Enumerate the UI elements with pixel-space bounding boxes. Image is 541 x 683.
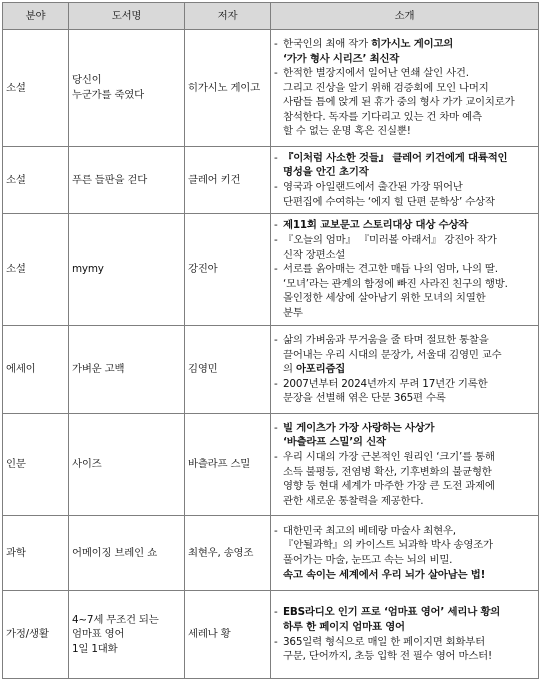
description-text: 풀어가는 마술, 눈뜨고 속는 뇌의 비밀.: [283, 554, 453, 566]
title-line: 어메이징 브레인 쇼: [72, 546, 157, 559]
title-line: 엄마표 영어: [72, 628, 125, 641]
title-line: 누군가를 죽였다: [72, 89, 144, 101]
description-text: 한적한 별장지에서 일어난 연쇄 살인 사건.: [283, 67, 469, 80]
description-text: 2007년부터 2024년까지 무려 17년간 기록한: [283, 377, 488, 390]
description-text: 분투: [283, 306, 303, 319]
description-text-bold: 명성을 안긴 초기작: [283, 166, 369, 179]
category-cell: 에세이: [3, 326, 69, 414]
header-category: 분야: [3, 3, 69, 30]
bullet-marker: -: [274, 421, 278, 434]
table-row: [3, 326, 539, 414]
description-text: 관한 새로운 통찰력을 제공한다.: [283, 494, 424, 507]
bullet-marker: -: [274, 450, 278, 463]
header-description: 소개: [271, 3, 539, 30]
header-author: 저자: [185, 3, 271, 30]
description-line: [274, 605, 535, 620]
description-text: 구문, 단어까지, 초등 입학 전 필수 영어 마스터!: [283, 650, 492, 663]
title-cell: [69, 516, 185, 591]
description-line: [274, 233, 535, 248]
bullet-marker: -: [274, 524, 278, 537]
description-text-bold: ‘바츨라프 스밀’의 신작: [283, 436, 386, 449]
description-line: [274, 635, 535, 650]
description-line: [274, 110, 535, 125]
table-row: [3, 414, 539, 516]
bullet-marker: -: [274, 181, 278, 193]
description-line: [274, 435, 535, 450]
bullet-marker: -: [274, 219, 278, 232]
description-text: 우리 시대의 가장 근본적인 원리인 ‘크기’를 통해: [283, 450, 495, 463]
description-line: [274, 479, 535, 494]
description-text-bold: 제11회 교보문고 스토리대상 대상 수상작: [283, 219, 469, 232]
description-cell: [271, 30, 539, 147]
bullet-marker: -: [274, 377, 278, 390]
description-line: [274, 620, 535, 635]
description-line: [274, 195, 535, 210]
description-text: 참석한다. 독자를 기다리고 있는 건 차마 예측: [283, 110, 482, 123]
description-cell: [271, 516, 539, 591]
description-line: [274, 494, 535, 509]
title-cell: [69, 591, 185, 679]
description-line: [274, 277, 535, 292]
description-text: 삶의 가벼움과 무거움을 줄 타며 절묘한 통찰을: [283, 334, 489, 347]
description-text: 신작 장편소설: [283, 248, 346, 261]
title-line: 사이즈: [72, 458, 102, 471]
description-line: [274, 362, 535, 377]
description-line: [274, 377, 535, 392]
description-line: [274, 262, 535, 277]
author-cell: 최현우, 송영조: [185, 516, 271, 591]
description-text: 할 수 없는 운명 혹은 진실뿐!: [283, 125, 411, 138]
description-text-bold: 빌 게이츠가 가장 사랑하는 사상가: [283, 421, 435, 434]
bullet-marker: -: [274, 606, 278, 619]
description-text: 서로를 옭아매는 견고한 매듭 나의 엄마, 나의 딸.: [283, 263, 498, 276]
author-cell: 클레어 키건: [185, 147, 271, 214]
description-text: 그리고 진상을 알기 위해 검증회에 모인 나머지: [283, 81, 489, 94]
description-text: 몰인정한 세상에 살아남기 위한 모녀의 치열한: [283, 292, 486, 305]
bullet-marker: -: [274, 67, 278, 80]
description-text-bold: ‘가가 형사 시리즈’ 최신작: [283, 52, 400, 65]
description-cell: [271, 214, 539, 326]
description-line: [274, 524, 535, 539]
description-line: [274, 52, 535, 67]
description-text: 영국과 아일랜드에서 출간된 가장 뛰어난: [283, 181, 463, 193]
author-cell: 김영민: [185, 326, 271, 414]
description-line: [274, 37, 535, 52]
description-line: [274, 465, 535, 480]
description-line: [274, 333, 535, 348]
category-cell: 인문: [3, 414, 69, 516]
category-cell: 가정/생활: [3, 591, 69, 679]
description-text-bold: 히가시노 게이고의: [371, 37, 454, 50]
title-line: 푸른 들판을 걷다: [72, 173, 148, 186]
table-row: [3, 516, 539, 591]
description-cell: [271, 414, 539, 516]
bullet-marker: -: [274, 151, 278, 164]
description-line: [274, 306, 535, 321]
description-line: [274, 649, 535, 664]
description-line: [274, 421, 535, 436]
description-text: 영향 등 현대 세계가 마주한 가장 큰 도전 과제에: [283, 480, 495, 493]
description-line: [274, 180, 535, 195]
bullet-marker: -: [274, 635, 278, 648]
description-line: [274, 165, 535, 180]
description-text: 사람들 틈에 앉게 된 휴가 중의 형사 가가 교이치로가: [283, 96, 515, 109]
table-row: [3, 147, 539, 214]
title-cell: [69, 30, 185, 147]
table-row: [3, 591, 539, 679]
description-line: [274, 218, 535, 233]
description-text-bold: EBS라디오 인기 프로 ‘엄마표 영어’ 세리나 황의: [283, 606, 501, 619]
title-cell: [69, 326, 185, 414]
author-cell: 바츨라프 스밀: [185, 414, 271, 516]
title-line: mymy: [72, 263, 104, 276]
description-line: [274, 151, 535, 166]
description-text: 『안될과학』의 카이스트 뇌과학 박사 송영조가: [283, 539, 493, 552]
description-text: 끌어내는 우리 시대의 문장가, 서울대 김영민 교수: [283, 348, 502, 361]
table-row: [3, 30, 539, 147]
description-line: [274, 248, 535, 263]
description-cell: [271, 326, 539, 414]
description-line: [274, 538, 535, 553]
author-cell: 세레나 황: [185, 591, 271, 679]
description-line: [274, 81, 535, 96]
description-text: 단편집에 수여하는 ‘에지 힐 단편 문학상’ 수상작: [283, 195, 495, 208]
description-text: 365일력 형식으로 매일 한 페이지면 회화부터: [283, 635, 485, 648]
category-cell: 소설: [3, 30, 69, 147]
description-text: 의: [283, 363, 296, 376]
title-cell: [69, 414, 185, 516]
table-row: [3, 214, 539, 326]
description-text: 『오늘의 엄마』 『미러볼 아래서』 강진아 작가: [283, 234, 497, 247]
description-text-bold: 아포리즘집: [295, 363, 346, 376]
bullet-marker: -: [274, 334, 278, 347]
author-cell: 강진아: [185, 214, 271, 326]
description-line: [274, 568, 535, 583]
description-text: 한국인의 최애 작가: [283, 37, 372, 50]
description-text: ‘모녀’라는 관계의 함정에 빠진 사라진 친구의 행방.: [283, 277, 508, 290]
bullet-marker: -: [274, 234, 278, 247]
book-table: [2, 2, 539, 679]
title-cell: [69, 147, 185, 214]
description-text-bold: 『이처럼 사소한 것들』 클레어 키건에게 대륙적인: [283, 151, 508, 164]
author-cell: 히가시노 게이고: [185, 30, 271, 147]
bullet-marker: -: [274, 263, 278, 276]
description-line: [274, 95, 535, 110]
header-row: [3, 3, 539, 30]
description-text: 문장을 선별해 엮은 단문 365편 수록: [283, 392, 446, 405]
description-line: [274, 348, 535, 363]
title-cell: [69, 214, 185, 326]
description-text-bold: 속고 속이는 세계에서 우리 뇌가 살아남는 법!: [283, 568, 486, 581]
title-line: 4~7세 무조건 되는: [72, 613, 159, 626]
description-text-bold: 하루 한 페이지 엄마표 영어: [283, 620, 405, 633]
header-title: 도서명: [69, 3, 185, 30]
title-line: 1일 1대화: [72, 642, 118, 655]
description-cell: [271, 147, 539, 214]
description-line: [274, 553, 535, 568]
category-cell: 과학: [3, 516, 69, 591]
description-line: [274, 124, 535, 139]
description-cell: [271, 591, 539, 679]
description-text: 대한민국 최고의 베테랑 마술사 최현우,: [283, 524, 456, 537]
category-cell: 소설: [3, 147, 69, 214]
bullet-marker: -: [274, 37, 278, 50]
category-cell: 소설: [3, 214, 69, 326]
title-line: 당신이: [72, 74, 102, 87]
title-line: 가벼운 고백: [72, 363, 125, 376]
description-line: [274, 66, 535, 81]
description-line: [274, 291, 535, 306]
description-text: 소득 불평등, 전염병 확산, 기후변화의 불균형한: [283, 465, 492, 478]
description-line: [274, 450, 535, 465]
description-line: [274, 391, 535, 406]
